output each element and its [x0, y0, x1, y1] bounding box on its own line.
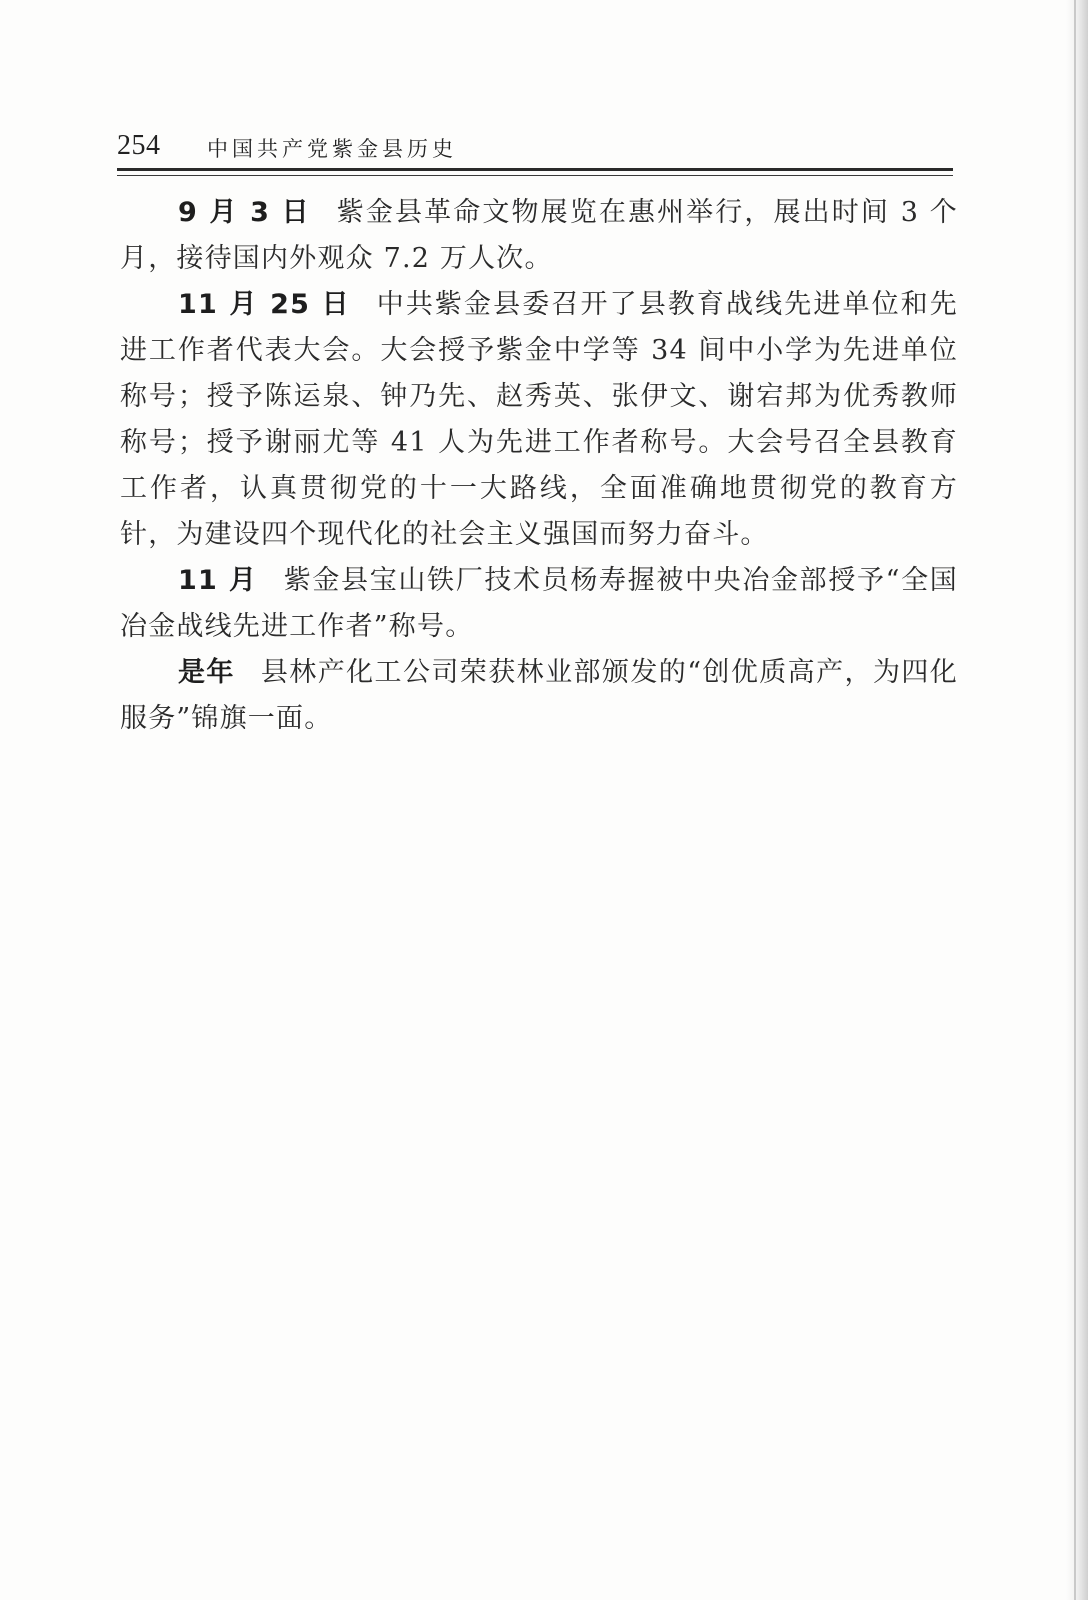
entry-date: 11 月	[178, 565, 258, 596]
entry-text: 中共紫金县委召开了县教育战线先进单位和先进工作者代表大会。大会授予紫金中学等 34 间中小学为先进单位称号；授予陈运泉、钟乃先、赵秀英、张伊文、谢宕邦为优秀教师称号；授予谢丽尤等 41 人为先进工作者称号。大会号召全县教育工作者，认真贯彻党的十一大路线，全面准确地贯彻党的教育方针，为建设四个现代化的社会主义强国而努力奋斗。	[120, 289, 958, 550]
book-title: 中国共产党紫金县历史	[207, 137, 457, 161]
entry-sep-3	[120, 190, 958, 282]
running-header	[117, 128, 953, 168]
entry-text: 紫金县革命文物展览在惠州举行，展出时间 3 个月，接待国内外观众 7.2 万人次。	[120, 197, 958, 274]
scan-page-edge	[1066, 0, 1088, 1600]
header-rule-thick	[117, 168, 953, 171]
entry-nov	[120, 558, 958, 650]
header-rule-thin	[117, 175, 953, 176]
chronicle-entries	[120, 190, 958, 742]
entry-this-year	[120, 650, 958, 742]
entry-text: 紫金县宝山铁厂技术员杨寿握被中央冶金部授予“全国冶金战线先进工作者”称号。	[120, 565, 958, 642]
entry-text: 县林产化工公司荣获林业部颁发的“创优质高产，为四化服务”锦旗一面。	[120, 657, 958, 734]
entry-date: 11 月 25 日	[178, 289, 351, 320]
entry-nov-25	[120, 282, 958, 558]
page-number: 254	[117, 130, 161, 161]
entry-date: 是年	[178, 657, 235, 688]
scan-edge-line	[1074, 0, 1076, 1600]
entry-date: 9 月 3 日	[178, 197, 311, 228]
